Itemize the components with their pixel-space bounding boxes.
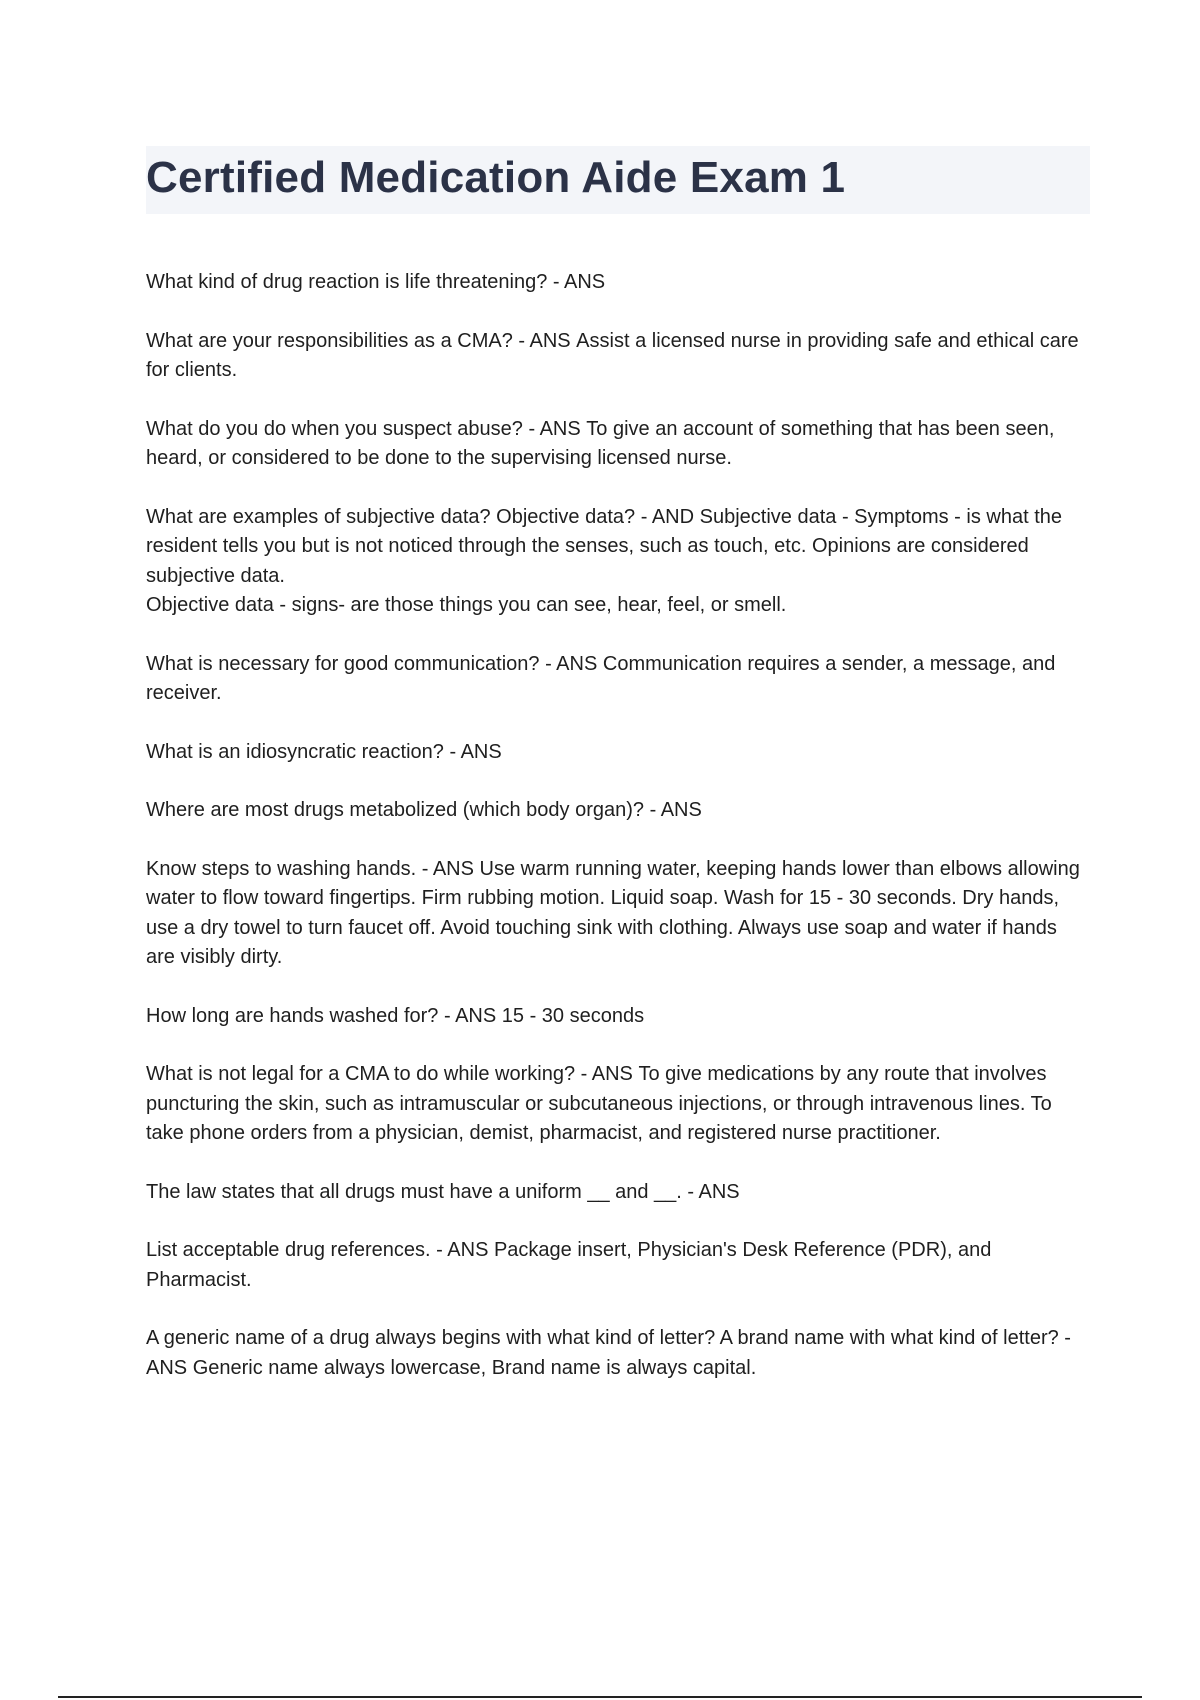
qa-item — [146, 415, 1090, 474]
qa-item — [146, 503, 1090, 621]
qa-answer: Assist a licensed nurse in providing safe and ethical care for clients. — [146, 329, 1079, 381]
qa-answer: Subjective data - Symptoms - is what the resident tells you but is not noticed through the senses, such as touch, etc. Opinions are considered subjective data. — [146, 505, 1062, 587]
qa-question: What is necessary for good communication? - ANS — [146, 652, 598, 675]
qa-answer-continued: Objective data - signs- are those things you can see, hear, feel, or smell. — [146, 594, 787, 616]
qa-question: Know steps to washing hands. - ANS — [146, 857, 474, 880]
qa-item — [146, 650, 1090, 709]
qa-question: How long are hands washed for? - ANS — [146, 1004, 497, 1027]
qa-question: What are your responsibilities as a CMA? - ANS — [146, 329, 571, 352]
qa-question: What are examples of subjective data? Objective data? - AND — [146, 505, 695, 528]
qa-item — [146, 738, 1090, 768]
qa-answer: Communication requires a sender, a message, and receiver. — [146, 652, 1056, 704]
qa-answer: 15 - 30 seconds — [501, 1004, 645, 1027]
qa-item — [146, 1178, 1090, 1208]
title-band — [146, 146, 1090, 214]
page-title: Certified Medication Aide Exam 1 — [146, 153, 846, 202]
qa-item — [146, 1236, 1090, 1295]
qa-answer: Generic name always lowercase, Brand name is always capital. — [192, 1356, 757, 1379]
bottom-divider — [58, 1696, 1142, 1698]
qa-list — [146, 268, 1090, 1412]
qa-item — [146, 1324, 1090, 1383]
qa-question: Where are most drugs metabolized (which body organ)? - ANS — [146, 799, 702, 821]
qa-question: What do you do when you suspect abuse? - ANS — [146, 417, 581, 440]
qa-answer: Use warm running water, keeping hands lower than elbows allowing water to flow toward fingertips. Firm rubbing motion. Liquid soap. Wash for 15 - 30 seconds. Dry hands, use a dry towel to turn faucet off. Avoid touching sink with clothing. Always use soap and water if hands are visibly dirty. — [146, 857, 1080, 968]
qa-item — [146, 1060, 1090, 1149]
qa-answer: Package insert, Physician's Desk Reference (PDR), and Pharmacist. — [146, 1239, 992, 1291]
qa-item — [146, 327, 1090, 386]
qa-answer: To give an account of something that has been seen, heard, or considered to be done to the supervising licensed nurse. — [146, 417, 1055, 469]
qa-item — [146, 855, 1090, 973]
qa-question: What is not legal for a CMA to do while working? - ANS — [146, 1063, 633, 1085]
qa-item — [146, 1002, 1090, 1032]
qa-answer: To give medications by any route that involves puncturing the skin, such as intramuscular or subcutaneous injections, or through intravenous lines. To take phone orders from a physician, demist, pharmacist, and registered nurse practitioner. — [146, 1063, 1052, 1144]
qa-question: What is an idiosyncratic reaction? - ANS — [146, 740, 502, 763]
qa-question: The law states that all drugs must have a uniform __ and __. - ANS — [146, 1180, 740, 1203]
qa-question: List acceptable drug references. - ANS — [146, 1239, 489, 1261]
qa-question: What kind of drug reaction is life threatening? - ANS — [146, 271, 606, 293]
qa-item — [146, 796, 1090, 826]
qa-question: A generic name of a drug always begins with what kind of letter? A brand name with what kind of letter? - ANS — [146, 1327, 1071, 1379]
qa-item — [146, 268, 1090, 298]
